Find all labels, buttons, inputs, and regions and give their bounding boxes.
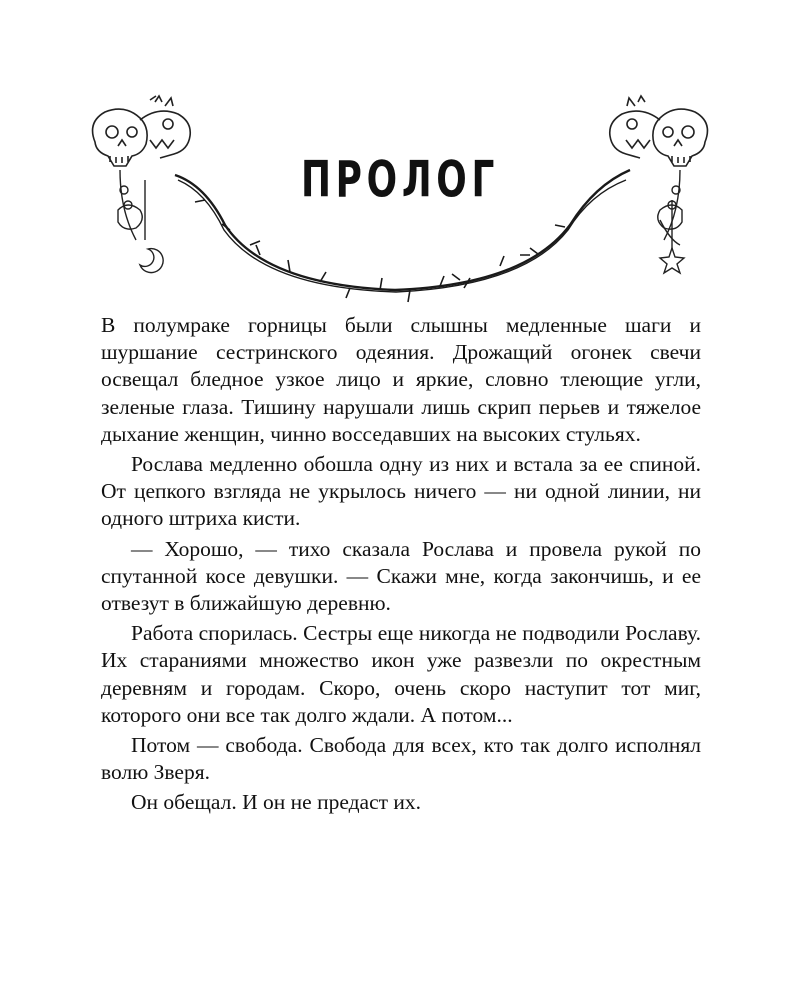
paragraph: — Хорошо, — тихо сказала Рослава и провела рукой по спутанной косе девушки. — Скажи мне, когда закончишь, и ее отвезут в ближайшую деревню. (101, 536, 701, 616)
chapter-header (0, 80, 800, 310)
body-text (101, 312, 701, 817)
paragraph: Потом — свобода. Свобода для всех, кто так долго исполнял волю Зверя. (101, 733, 701, 785)
paragraph: Работа спорилась. Сестры еще никогда не подводили Рославу. Их стараниями множество икон уже развезли по окрестным деревням и городам. Скоро, очень скоро наступит тот миг, которого они все так долго ждали. А потом... (101, 621, 701, 727)
paragraph: В полумраке горницы были слышны медленные шаги и шуршание сестринского одеяния. Дрожащий огонек свечи освещал бледное узкое лицо и яркие, словно тлеющие угли, зеленые глаза. Тишину нарушали лишь скрип перьев и тяжелое дыхание женщин, чинно восседавших на высоких стульях. (101, 313, 701, 446)
paragraph: Он обещал. И он не предаст их. (131, 790, 422, 815)
paragraph: Рослава медленно обошла одну из них и встала за ее спиной. От цепкого взгляда не укрылось ничего — ни одной линии, ни одного штриха кисти. (101, 452, 701, 531)
chapter-title: ПРОЛОГ (300, 149, 500, 209)
